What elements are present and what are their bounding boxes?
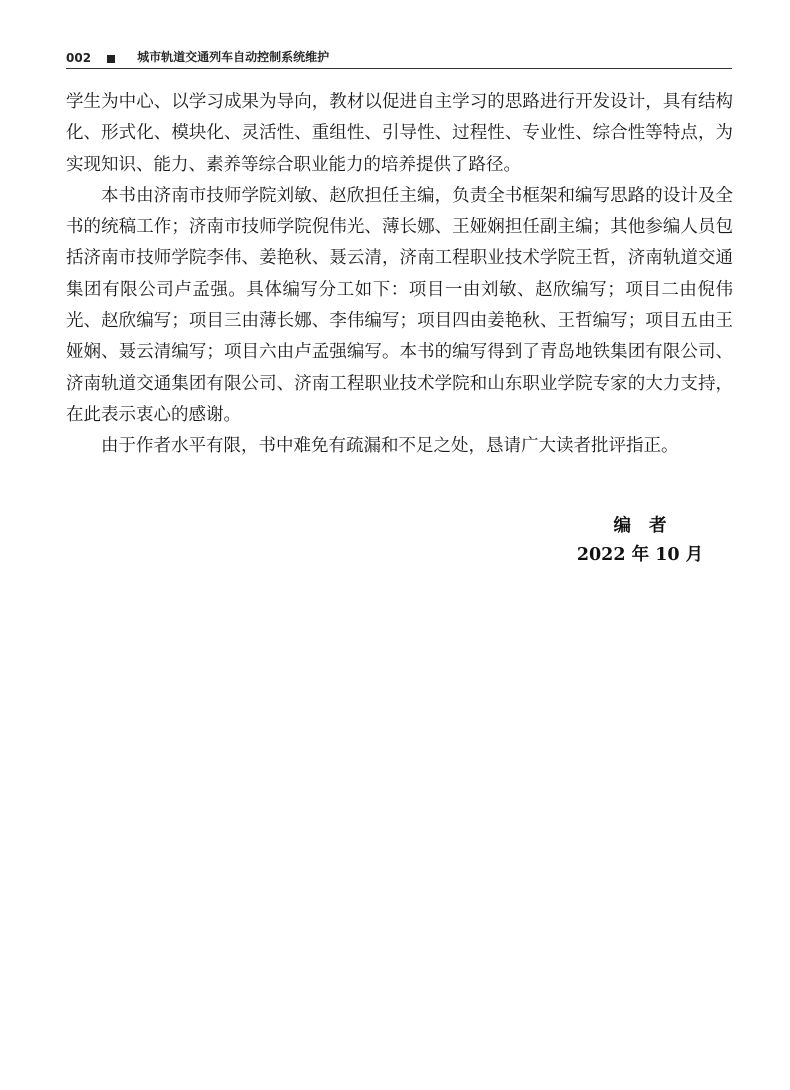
paragraph-authors: 本书由济南市技师学院刘敏、赵欣担任主编，负责全书框架和编写思路的设计及全书的统稿工作；济南市技师学院倪伟光、薄长娜、王娅娴担任副主编；其他参编人员包括济南市技师学院李伟、姜艳秋、聂云清，济南工程职业技术学院王哲，济南轨道交通集团有限公司卢孟强。具体编写分工如下：项目一由刘敏、赵欣编写；项目二由倪伟光、赵欣编写；项目三由薄长娜、李伟编写；项目四由姜艳秋、王哲编写；项目五由王娅娴、聂云清编写；项目六由卢孟强编写。本书的编写得到了青岛地铁集团有限公司、济南轨道交通集团有限公司、济南工程职业技术学院和山东职业学院专家的大力支持，在此表示衷心的感谢。 [66,185,733,425]
paragraph-disclaimer: 由于作者水平有限，书中难免有疏漏和不足之处，恳请广大读者批评指正。 [101,436,679,457]
preface-body [66,87,733,463]
running-header [66,43,732,69]
signature-block [540,512,740,570]
square-bullet-icon [107,55,115,63]
paragraph-continued: 学生为中心、以学习成果为导向，教材以促进自主学习的思路进行开发设计，具有结构化、形式化、模块化、灵活性、重组性、引导性、过程性、专业性、综合性等特点，为实现知识、能力、素养等综合职业能力的培养提供了路径。 [66,92,733,175]
book-title: 城市轨道交通列车自动控制系统维护 [137,50,330,64]
page-number: 002 [66,51,92,65]
signature-date: 2022 年 10 月 [576,545,704,565]
signature-author: 编者 [613,516,685,536]
